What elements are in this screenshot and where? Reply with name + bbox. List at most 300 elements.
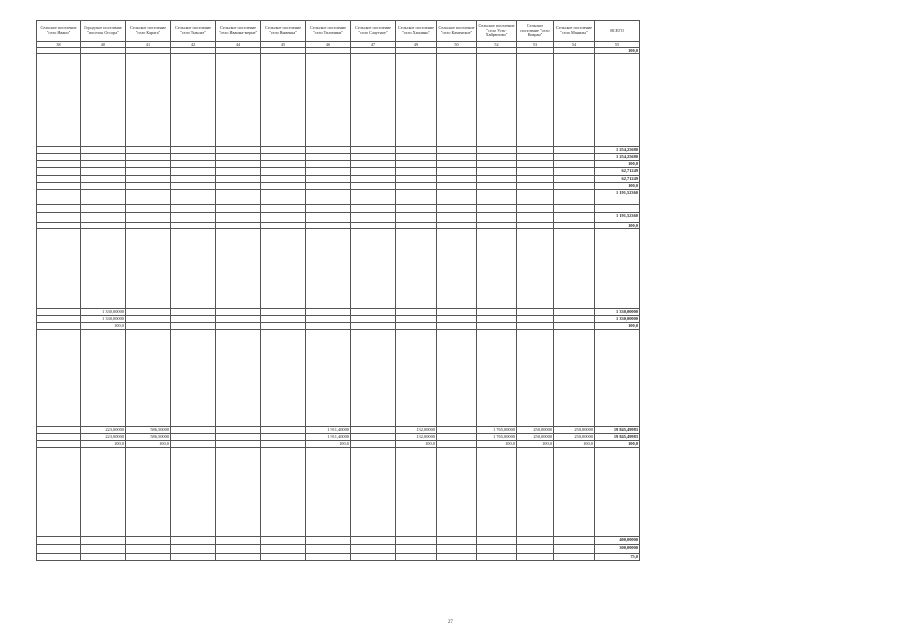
table-cell — [396, 229, 437, 309]
table-cell: 1 254,25680 — [595, 154, 640, 161]
table-cell — [261, 183, 306, 190]
table-cell — [351, 554, 396, 561]
column-header: Сельское поселение "село Хаилино" — [396, 21, 437, 42]
table-cell — [306, 183, 351, 190]
table-cell — [477, 176, 517, 183]
column-header: Сельское поселение "село Ивашка-мерне" — [216, 21, 261, 42]
table-cell — [517, 309, 554, 316]
table-cell — [37, 554, 81, 561]
table-cell — [477, 309, 517, 316]
table-cell — [216, 54, 261, 147]
column-number: 54 — [554, 42, 595, 48]
table-cell — [554, 147, 595, 154]
table-cell — [261, 190, 306, 205]
table-cell — [37, 154, 81, 161]
table-cell — [517, 176, 554, 183]
table-cell — [554, 154, 595, 161]
table-cell — [351, 154, 396, 161]
table-cell — [216, 229, 261, 309]
column-number: 53 — [517, 42, 554, 48]
table-cell — [554, 190, 595, 205]
table-cell — [517, 545, 554, 554]
table-cell — [261, 330, 306, 427]
table-cell — [595, 448, 640, 537]
table-cell — [437, 441, 477, 448]
table-cell — [261, 323, 306, 330]
table-cell — [216, 330, 261, 427]
table-cell — [437, 54, 477, 147]
table-cell: 19 845,49983 — [595, 427, 640, 434]
table-cell — [37, 448, 81, 537]
table-cell — [126, 309, 171, 316]
table-cell — [126, 183, 171, 190]
table-cell — [171, 537, 216, 545]
table-cell — [437, 213, 477, 223]
table-row — [37, 441, 640, 448]
table-cell — [216, 168, 261, 176]
table-cell — [126, 316, 171, 323]
table-cell — [81, 176, 126, 183]
table-cell: 1 191,52360 — [595, 213, 640, 223]
table-cell — [554, 309, 595, 316]
table-cell — [351, 330, 396, 427]
table-cell: 62,71249 — [595, 168, 640, 176]
table-cell — [126, 213, 171, 223]
table-cell — [396, 545, 437, 554]
table-cell — [437, 309, 477, 316]
table-cell — [554, 183, 595, 190]
table-cell — [437, 448, 477, 537]
table-cell — [81, 147, 126, 154]
table-cell — [37, 545, 81, 554]
column-header: ВСЕГО — [595, 21, 640, 42]
table-cell: 223,00000 — [81, 427, 126, 434]
table-cell — [477, 330, 517, 427]
table-cell — [396, 213, 437, 223]
table-cell — [37, 309, 81, 316]
table-cell — [351, 190, 396, 205]
table-cell — [351, 427, 396, 434]
table-cell: 100,0 — [517, 441, 554, 448]
table-cell: 100,0 — [595, 323, 640, 330]
table-cell — [477, 205, 517, 213]
table-cell — [437, 316, 477, 323]
column-header: Сельское поселение "село Каменское" — [437, 21, 477, 42]
table-cell — [171, 323, 216, 330]
table-cell — [81, 537, 126, 545]
table-cell — [37, 323, 81, 330]
table-row — [37, 54, 640, 147]
table-cell — [554, 229, 595, 309]
table-cell — [261, 545, 306, 554]
table-cell — [216, 441, 261, 448]
column-number: 49 — [396, 42, 437, 48]
table-cell — [171, 441, 216, 448]
table-cell: 1 911,40000 — [306, 427, 351, 434]
table-cell: 250,00000 — [554, 434, 595, 441]
table-cell — [261, 147, 306, 154]
table-cell — [437, 154, 477, 161]
table-cell — [554, 448, 595, 537]
column-header: Сельское поселение "село Усть-Хайрюзово" — [477, 21, 517, 42]
table-cell: 1 765,00000 — [477, 434, 517, 441]
table-cell — [81, 183, 126, 190]
table-cell — [396, 147, 437, 154]
table-cell — [171, 168, 216, 176]
table-cell — [351, 54, 396, 147]
column-number: 46 — [306, 42, 351, 48]
table-cell — [126, 323, 171, 330]
table-cell: 250,00000 — [517, 427, 554, 434]
table-cell: 132,00000 — [396, 427, 437, 434]
table-cell — [171, 316, 216, 323]
table-cell — [306, 554, 351, 561]
table-cell — [306, 316, 351, 323]
table-row — [37, 190, 640, 205]
table-cell — [396, 176, 437, 183]
table-cell — [171, 434, 216, 441]
table-cell — [477, 147, 517, 154]
table-row — [37, 213, 640, 223]
table-cell — [595, 229, 640, 309]
column-number: 55 — [595, 42, 640, 48]
column-number: 45 — [261, 42, 306, 48]
table-cell — [396, 154, 437, 161]
table-cell — [306, 309, 351, 316]
table-cell: 1 330,00000 — [81, 309, 126, 316]
table-cell — [126, 545, 171, 554]
table-cell — [171, 427, 216, 434]
table-cell — [261, 309, 306, 316]
table-cell — [216, 154, 261, 161]
table-cell — [396, 537, 437, 545]
table-cell — [37, 213, 81, 223]
table-cell: 100,0 — [477, 441, 517, 448]
table-row — [37, 229, 640, 309]
table-cell — [37, 434, 81, 441]
table-cell — [517, 147, 554, 154]
table-cell — [216, 183, 261, 190]
table-cell — [554, 176, 595, 183]
table-cell — [554, 54, 595, 147]
table-cell: 100,0 — [81, 323, 126, 330]
table-cell — [126, 554, 171, 561]
table-cell — [396, 161, 437, 168]
table-cell — [477, 229, 517, 309]
column-header: Сельское поселение "село Иванч" — [37, 21, 81, 42]
column-header: Сельское поселение "село Ковран" — [517, 21, 554, 42]
table-cell — [517, 213, 554, 223]
table-cell — [517, 168, 554, 176]
column-header: Сельское поселение "село Тиличики" — [306, 21, 351, 42]
table-cell — [171, 147, 216, 154]
table-cell — [477, 190, 517, 205]
column-header: Сельское поселение "село Карага" — [126, 21, 171, 42]
table-cell — [261, 316, 306, 323]
table-cell — [351, 537, 396, 545]
column-number: 42 — [171, 42, 216, 48]
table-cell — [261, 427, 306, 434]
table-cell — [37, 205, 81, 213]
table-cell — [37, 176, 81, 183]
table-cell — [517, 537, 554, 545]
column-header: Сельское поселение "село Тымлат" — [171, 21, 216, 42]
table-cell — [517, 190, 554, 205]
table-cell — [554, 168, 595, 176]
table-cell — [37, 441, 81, 448]
table-cell — [37, 54, 81, 147]
table-cell — [595, 205, 640, 213]
table-cell — [477, 161, 517, 168]
table-cell — [517, 323, 554, 330]
table-cell — [261, 441, 306, 448]
table-cell — [351, 213, 396, 223]
table-cell — [477, 54, 517, 147]
table-cell — [396, 330, 437, 427]
column-number: 41 — [126, 42, 171, 48]
table-cell — [437, 147, 477, 154]
table-row — [37, 434, 640, 441]
table-cell — [261, 537, 306, 545]
table-cell — [37, 330, 81, 427]
table-cell — [351, 441, 396, 448]
table-cell — [554, 554, 595, 561]
table-cell — [171, 554, 216, 561]
table-cell — [351, 161, 396, 168]
table-cell — [261, 176, 306, 183]
table-cell — [396, 554, 437, 561]
table-row — [37, 330, 640, 427]
table-row — [37, 168, 640, 176]
table-header-row — [37, 21, 640, 42]
table-cell — [261, 229, 306, 309]
table-cell — [81, 545, 126, 554]
table-cell — [261, 154, 306, 161]
table-cell — [171, 54, 216, 147]
table-cell — [437, 427, 477, 434]
table-cell: 1 330,00000 — [595, 309, 640, 316]
table-cell: 100,0 — [126, 441, 171, 448]
table-cell — [306, 537, 351, 545]
table-cell — [81, 213, 126, 223]
table-cell — [306, 190, 351, 205]
table-cell — [126, 54, 171, 147]
table-cell: 586,50000 — [126, 434, 171, 441]
table-cell — [171, 190, 216, 205]
table-cell: 100,0 — [81, 441, 126, 448]
table-cell — [517, 54, 554, 147]
table-cell — [477, 183, 517, 190]
table-cell — [216, 316, 261, 323]
table-cell: 100,0 — [595, 48, 640, 54]
table-cell — [81, 154, 126, 161]
table-cell — [81, 161, 126, 168]
table-cell — [171, 205, 216, 213]
table-cell — [261, 161, 306, 168]
table-cell — [81, 54, 126, 147]
table-cell — [126, 229, 171, 309]
table-cell: 1 254,25680 — [595, 147, 640, 154]
table-cell — [517, 448, 554, 537]
table-cell — [126, 176, 171, 183]
table-cell — [306, 213, 351, 223]
table-cell — [351, 229, 396, 309]
table-cell: 100,0 — [554, 441, 595, 448]
column-header: Сельское поселение "село Вывенка" — [261, 21, 306, 42]
table-cell — [171, 448, 216, 537]
table-cell — [477, 554, 517, 561]
table-cell — [261, 168, 306, 176]
table-cell — [37, 537, 81, 545]
table-cell — [37, 229, 81, 309]
table-row — [37, 537, 640, 545]
table-cell — [126, 161, 171, 168]
column-number: 44 — [216, 42, 261, 48]
table-cell — [517, 161, 554, 168]
table-cell — [517, 154, 554, 161]
table-cell: 100,0 — [595, 223, 640, 229]
table-cell: 300,00000 — [595, 545, 640, 554]
table-cell: 250,00000 — [517, 434, 554, 441]
table-cell — [351, 434, 396, 441]
table-cell — [37, 190, 81, 205]
table-cell: 132,00000 — [396, 434, 437, 441]
table-cell — [554, 316, 595, 323]
table-row — [37, 545, 640, 554]
table-cell — [306, 168, 351, 176]
table-cell — [126, 448, 171, 537]
table-cell: 250,00000 — [554, 427, 595, 434]
table-cell — [216, 427, 261, 434]
table-cell — [126, 537, 171, 545]
table-cell — [261, 205, 306, 213]
table-cell — [216, 147, 261, 154]
table-cell — [126, 205, 171, 213]
table-cell — [437, 323, 477, 330]
table-cell — [216, 190, 261, 205]
table-cell — [477, 213, 517, 223]
table-cell — [216, 448, 261, 537]
table-cell — [37, 168, 81, 176]
table-cell: 1 191,52360 — [595, 190, 640, 205]
table-cell: 100,0 — [595, 161, 640, 168]
table-cell — [351, 316, 396, 323]
table-cell — [554, 545, 595, 554]
table-cell — [81, 190, 126, 205]
table-cell — [351, 176, 396, 183]
table-row — [37, 309, 640, 316]
table-cell — [351, 545, 396, 554]
table-cell: 1 765,00000 — [477, 427, 517, 434]
table-cell: 586,50000 — [126, 427, 171, 434]
table-cell: 1 911,40000 — [306, 434, 351, 441]
table-cell — [554, 323, 595, 330]
table-cell — [396, 323, 437, 330]
table-cell — [517, 330, 554, 427]
table-cell — [351, 448, 396, 537]
table-cell — [306, 229, 351, 309]
table-cell: 100,0 — [396, 441, 437, 448]
table-cell — [171, 213, 216, 223]
table-row — [37, 427, 640, 434]
table-cell — [216, 213, 261, 223]
table-cell — [306, 330, 351, 427]
table-cell — [351, 205, 396, 213]
table-cell — [216, 205, 261, 213]
table-cell — [437, 168, 477, 176]
table-cell: 1 330,00000 — [81, 316, 126, 323]
table-cell — [396, 190, 437, 205]
table-row — [37, 448, 640, 537]
table-cell — [477, 154, 517, 161]
budget-table — [36, 20, 640, 561]
page-number: 27 — [448, 620, 453, 625]
table-cell — [517, 554, 554, 561]
table-row — [37, 316, 640, 323]
table-cell — [171, 154, 216, 161]
table-cell — [554, 330, 595, 427]
table-cell — [517, 229, 554, 309]
table-row — [37, 147, 640, 154]
table-cell: 223,00000 — [81, 434, 126, 441]
column-number: 40 — [81, 42, 126, 48]
table-cell — [554, 161, 595, 168]
table-cell — [171, 176, 216, 183]
table-cell — [171, 309, 216, 316]
table-cell — [81, 448, 126, 537]
table-row — [37, 176, 640, 183]
table-cell — [171, 330, 216, 427]
table-cell — [37, 427, 81, 434]
table-cell — [477, 448, 517, 537]
table-cell — [171, 229, 216, 309]
table-cell — [437, 176, 477, 183]
table-cell — [126, 147, 171, 154]
table-cell — [216, 545, 261, 554]
table-cell — [437, 183, 477, 190]
table-cell — [396, 309, 437, 316]
table-cell — [171, 183, 216, 190]
table-cell — [216, 434, 261, 441]
table-cell — [126, 168, 171, 176]
table-cell: 19 845,49983 — [595, 434, 640, 441]
table-cell: 100,0 — [306, 441, 351, 448]
column-number: 50 — [437, 42, 477, 48]
column-header: Сельское поселение "село Манилы" — [554, 21, 595, 42]
table-cell — [306, 161, 351, 168]
table-cell — [126, 330, 171, 427]
table-row — [37, 205, 640, 213]
table-cell — [351, 323, 396, 330]
table-cell — [554, 213, 595, 223]
table-cell — [517, 205, 554, 213]
table-cell — [37, 316, 81, 323]
table-cell — [126, 190, 171, 205]
table-cell — [477, 168, 517, 176]
table-cell — [477, 323, 517, 330]
table-cell — [261, 434, 306, 441]
table-cell: 400,00000 — [595, 537, 640, 545]
table-cell — [216, 323, 261, 330]
table-cell: 1 330,00000 — [595, 316, 640, 323]
table-cell — [351, 168, 396, 176]
table-cell — [396, 183, 437, 190]
table-cell — [554, 205, 595, 213]
table-cell — [261, 54, 306, 147]
table-cell: 100,0 — [595, 183, 640, 190]
table-cell — [517, 316, 554, 323]
table-cell — [437, 330, 477, 427]
